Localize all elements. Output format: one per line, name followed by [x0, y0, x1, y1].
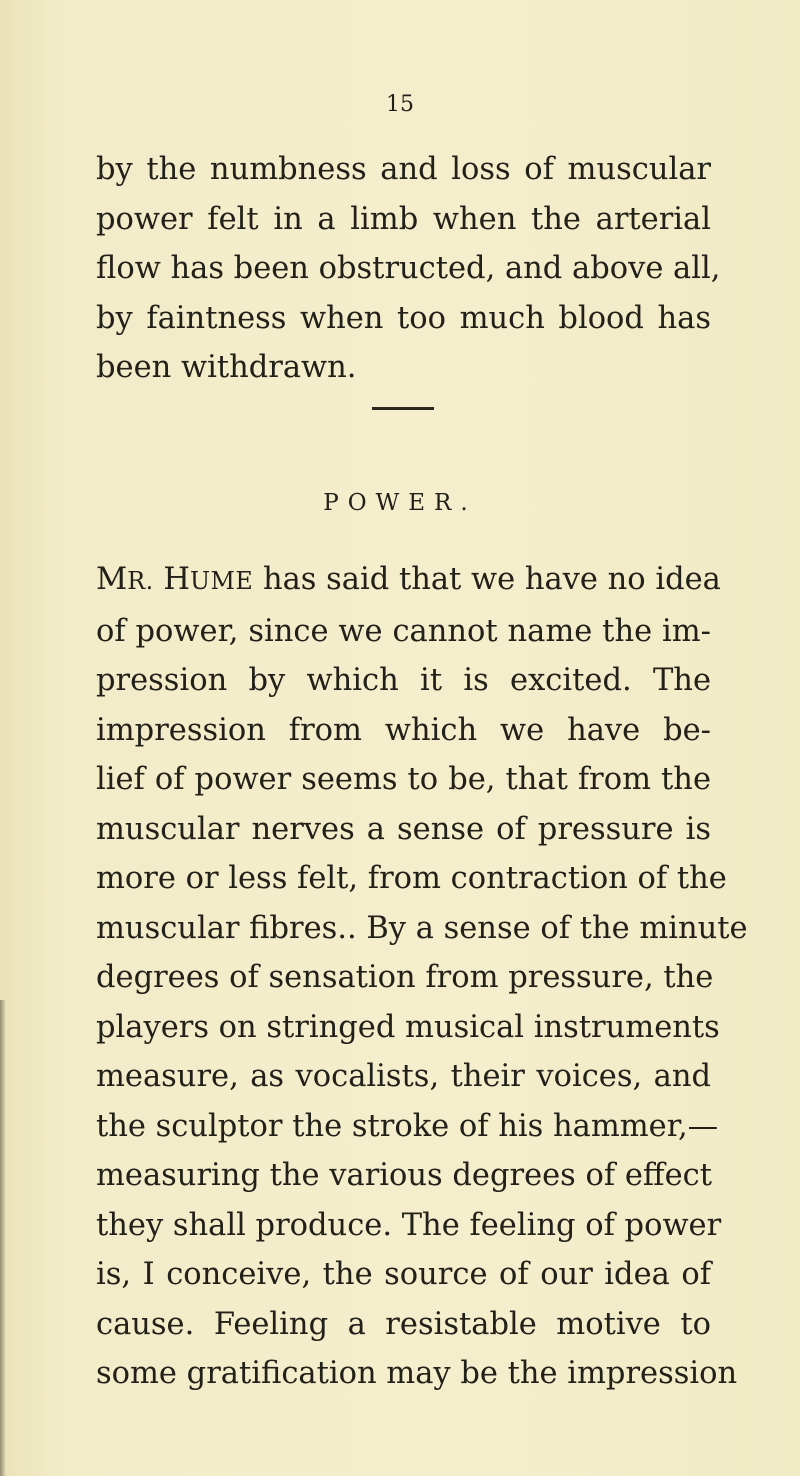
page-number: 15: [386, 92, 414, 117]
text-line: by the numbness and loss of muscular: [96, 152, 711, 187]
text-line: degrees of sensation from pressure, the: [96, 960, 714, 995]
text-line: power felt in a limb when the arterial: [96, 201, 711, 237]
text-line: flow has been obstructed, and above all,: [96, 251, 721, 286]
paragraph-power: [96, 555, 748, 1399]
lead-name: MR. HUME: [96, 562, 254, 597]
text-line: players on stringed musical instruments: [96, 1009, 720, 1045]
text-line: lief of power seems to be, that from the: [96, 762, 711, 797]
text-line: they shall produce. The feeling of power: [96, 1207, 722, 1243]
section-heading: POWER.: [323, 490, 477, 516]
text-line: muscular fibres.. By a sense of the minute: [96, 910, 748, 946]
text-line: impression from which we have be-: [96, 712, 711, 748]
text-line: cause. Feeling a resistable motive to: [96, 1306, 711, 1342]
text-line: some gratification may be the impression: [96, 1356, 738, 1391]
text-line-first: MR. HUME has said that we have no idea: [96, 562, 721, 597]
text-line: measuring the various degrees of effect: [96, 1158, 712, 1193]
binding-shadow: [0, 1000, 6, 1476]
text-line: by faintness when too much blood has: [96, 300, 711, 336]
text-line: is, I conceive, the source of our idea of: [96, 1257, 711, 1292]
section-divider: [372, 407, 434, 410]
paragraph-intro: [96, 145, 721, 393]
text-line: pression by which it is excited. The: [96, 663, 711, 698]
text-line: the sculptor the stroke of his hammer,—: [96, 1108, 719, 1144]
text-line: more or less felt, from contraction of the: [96, 861, 727, 896]
text-line: been withdrawn.: [96, 350, 357, 385]
text-line: measure, as vocalists, their voices, and: [96, 1059, 711, 1094]
text-line: muscular nerves a sense of pressure is: [96, 811, 711, 847]
text-line: of power, since we cannot name the im-: [96, 613, 711, 649]
